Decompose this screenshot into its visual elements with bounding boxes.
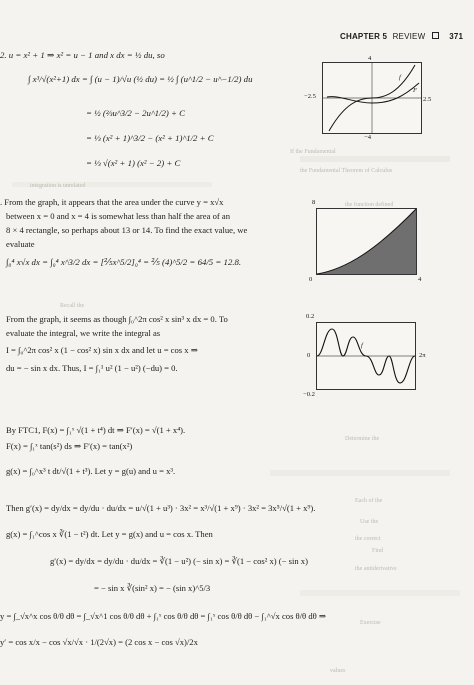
graph-3-plot	[317, 323, 415, 389]
problem-b-line-5: ∫₀⁴ x√x dx = ∫₀⁴ x^3/2 dx = [⅖x^5/2]₀⁴ = ⅖ (4)^5/2 = 64/5 = 12.8.	[6, 257, 242, 267]
problem-b-line-3: 8 × 4 rectangle, so perhaps about 13 or 14. To find the exact value, we	[6, 225, 248, 235]
bleed-band-3	[270, 470, 450, 476]
graph-2-x-origin-label: 0	[309, 276, 313, 283]
bleed-text: values	[330, 668, 346, 674]
page-number: 371	[449, 32, 464, 41]
problem-d-line-4: Then g′(x) = dy/dx = dy/du · du/dx = u/√(1 + u³) · 3x² = x³/√(1 + x⁹) · 3x² = 3x⁵/√(1 + x⁹).	[6, 503, 316, 513]
bleed-text: Exercise	[360, 620, 381, 626]
graph-1-curve-F	[327, 83, 419, 103]
problem-b-line-1: . From the graph, it appears that the area under the curve y = x√x	[0, 197, 224, 207]
problem-d-line-5: g(x) = ∫₁^cos x ∛(1 − t²) dt. Let y = g(x) and u = cos x. Then	[6, 529, 213, 539]
problem-b-line-4: evaluate	[6, 239, 35, 249]
problem-c-line-1: From the graph, it seems as though ∫₀^2π cos² x sin³ x dx = 0. To	[6, 314, 228, 324]
bleed-text: integration is unrelated	[30, 183, 86, 189]
graph-1-F-label: F	[413, 87, 418, 94]
graph-1	[322, 62, 422, 134]
graph-1-f-label: f	[399, 74, 401, 81]
graph-1-y-bottom-label: −4	[364, 134, 372, 141]
problem-d-line-8: y = ∫_√x^x cos θ/θ dθ = ∫_√x^1 cos θ/θ dθ + ∫₁ˣ cos θ/θ dθ = ∫₁ˣ cos θ/θ dθ − ∫₁^√x cos θ/θ dθ ⇒	[0, 611, 327, 621]
graph-3	[316, 322, 416, 390]
problem-a-line-4: = ⅓ (x² + 1)^3/2 − (x² + 1)^1/2 + C	[86, 133, 214, 143]
graph-2-shaded-area	[317, 209, 416, 274]
problem-d-line-2: F(x) = ∫₁ˣ tan(s²) ds ⇒ F′(x) = tan(x²)	[6, 441, 133, 451]
graph-2-y-top-label: 8	[312, 199, 316, 206]
square-icon	[432, 32, 439, 39]
problem-c-line-3: I = ∫₀^2π cos² x (1 − cos² x) sin x dx and let u = cos x ⇒	[6, 345, 198, 355]
graph-2	[316, 208, 417, 275]
bleed-text: Recall the	[60, 303, 85, 309]
graph-3-x-origin-label: 0	[307, 352, 311, 359]
problem-b-line-2: between x = 0 and x = 4 is somewhat less than half the area of an	[6, 211, 230, 221]
graph-1-x-left-label: −2.5	[304, 93, 316, 100]
graph-1-plot	[323, 63, 421, 133]
problem-a-line-1: 2. u = x² + 1 ⇒ x² = u − 1 and x dx = ½ du, so	[0, 50, 165, 60]
problem-d-line-9: y′ = cos x/x − cos √x/√x · 1/(2√x) = (2 cos x − cos √x)/2x	[0, 637, 198, 647]
graph-2-x-right-label: 4	[418, 276, 422, 283]
problem-a-line-2: ∫ x³/√(x²+1) dx = ∫ (u − 1)/√u (½ du) = ½ ∫ (u^1/2 − u^−1/2) du	[28, 74, 253, 84]
chapter-label: CHAPTER 5	[340, 32, 388, 41]
bleed-text: the correct	[355, 536, 381, 542]
bleed-band-1	[300, 156, 450, 162]
problem-d-line-6: g′(x) = dy/dx = dy/du · du/dx = ∛(1 − u²) (− sin x) = ∛(1 − cos² x) (− sin x)	[50, 556, 308, 566]
bleed-text: Use the	[360, 519, 379, 525]
graph-3-y-top-label: 0.2	[306, 313, 315, 320]
bleed-text: Each of the	[355, 498, 383, 504]
section-label: REVIEW	[392, 32, 426, 41]
bleed-text: If the Fundamental	[290, 149, 336, 155]
problem-a-line-3: = ½ (⅔u^3/2 − 2u^1/2) + C	[86, 108, 186, 118]
problem-c-line-4: du = − sin x dx. Thus, I = ∫₁¹ u² (1 − u²) (−du) = 0.	[6, 363, 178, 373]
bleed-text: Find	[372, 548, 384, 554]
graph-2-plot	[317, 209, 416, 274]
graph-3-f-label: f	[361, 342, 363, 349]
problem-d-line-3: g(x) = ∫₀^x³ t dt/√(1 + t³). Let y = g(u) and u = x³.	[6, 466, 176, 476]
running-header	[340, 32, 463, 41]
graph-1-x-right-label: 2.5	[423, 96, 432, 103]
bleed-text: Determine the	[345, 436, 380, 442]
problem-a-line-5: = ⅓ √(x² + 1) (x² − 2) + C	[86, 158, 181, 168]
bleed-text: the function defined	[345, 202, 394, 208]
bleed-band-4	[300, 590, 460, 596]
problem-c-line-2: evaluate the integral, we write the integral as	[6, 328, 161, 338]
graph-1-y-top-label: 4	[368, 55, 372, 62]
problem-d-line-7: = − sin x ∛(sin² x) = − (sin x)^5/3	[94, 583, 211, 593]
graph-3-y-bottom-label: −0.2	[303, 391, 315, 398]
bleed-text: the antiderivative	[355, 566, 397, 572]
graph-3-x-right-label: 2π	[419, 352, 426, 359]
problem-d-line-1: By FTC1, F(x) = ∫₁ˣ √(1 + t⁴) dt ⇒ F′(x) = √(1 + x⁴).	[6, 425, 186, 435]
bleed-text: the Fundamental Theorem of Calculus	[300, 168, 393, 174]
